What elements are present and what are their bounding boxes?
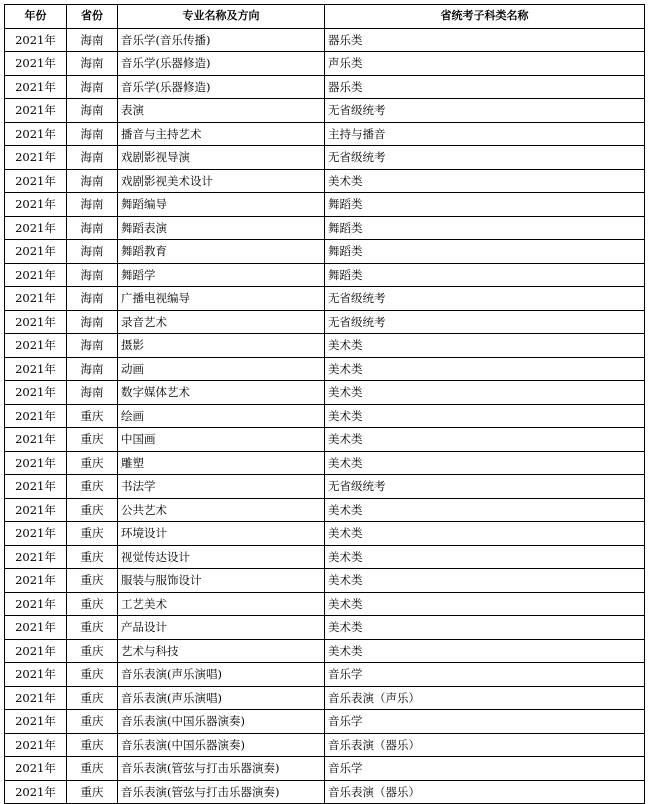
table-row (5, 522, 645, 546)
cell-major: 戏剧影视导演 (118, 146, 325, 170)
cell-major: 音乐学(乐器修造) (118, 52, 325, 76)
table-row (5, 52, 645, 76)
cell-province: 重庆 (67, 780, 118, 804)
table-row (5, 545, 645, 569)
cell-exam-category: 器乐类 (325, 28, 645, 52)
cell-year: 2021年 (5, 75, 67, 99)
table-row (5, 357, 645, 381)
cell-major: 音乐表演(声乐演唱) (118, 686, 325, 710)
table-header (5, 5, 645, 29)
cell-province: 海南 (67, 146, 118, 170)
table-row (5, 686, 645, 710)
cell-exam-category: 舞蹈类 (325, 193, 645, 217)
table-row (5, 451, 645, 475)
cell-year: 2021年 (5, 28, 67, 52)
cell-year: 2021年 (5, 404, 67, 428)
cell-year: 2021年 (5, 451, 67, 475)
cell-exam-category: 美术类 (325, 381, 645, 405)
cell-province: 重庆 (67, 663, 118, 687)
cell-year: 2021年 (5, 357, 67, 381)
cell-province: 重庆 (67, 545, 118, 569)
table-row (5, 263, 645, 287)
cell-major: 音乐学(音乐传播) (118, 28, 325, 52)
table-row (5, 287, 645, 311)
cell-year: 2021年 (5, 780, 67, 804)
table-row (5, 28, 645, 52)
cell-exam-category: 无省级统考 (325, 99, 645, 123)
cell-major: 公共艺术 (118, 498, 325, 522)
cell-year: 2021年 (5, 263, 67, 287)
cell-major: 广播电视编导 (118, 287, 325, 311)
cell-province: 海南 (67, 310, 118, 334)
cell-year: 2021年 (5, 52, 67, 76)
header-year: 年份 (5, 5, 67, 29)
cell-exam-category: 美术类 (325, 569, 645, 593)
cell-year: 2021年 (5, 545, 67, 569)
table-row (5, 216, 645, 240)
cell-province: 重庆 (67, 733, 118, 757)
cell-exam-category: 舞蹈类 (325, 216, 645, 240)
cell-province: 海南 (67, 99, 118, 123)
cell-year: 2021年 (5, 569, 67, 593)
cell-year: 2021年 (5, 733, 67, 757)
cell-major: 摄影 (118, 334, 325, 358)
header-major: 专业名称及方向 (118, 5, 325, 29)
cell-exam-category: 美术类 (325, 616, 645, 640)
table-row (5, 240, 645, 264)
cell-major: 工艺美术 (118, 592, 325, 616)
header-row (5, 5, 645, 29)
table-row (5, 592, 645, 616)
cell-exam-category: 无省级统考 (325, 146, 645, 170)
cell-exam-category: 美术类 (325, 428, 645, 452)
cell-exam-category: 舞蹈类 (325, 263, 645, 287)
cell-exam-category: 美术类 (325, 334, 645, 358)
header-province: 省份 (67, 5, 118, 29)
table-row (5, 75, 645, 99)
cell-major: 动画 (118, 357, 325, 381)
cell-province: 重庆 (67, 639, 118, 663)
cell-exam-category: 音乐表演（器乐） (325, 780, 645, 804)
cell-major: 艺术与科技 (118, 639, 325, 663)
cell-exam-category: 无省级统考 (325, 475, 645, 499)
cell-major: 书法学 (118, 475, 325, 499)
cell-province: 海南 (67, 381, 118, 405)
cell-province: 重庆 (67, 616, 118, 640)
cell-major: 舞蹈表演 (118, 216, 325, 240)
cell-province: 重庆 (67, 475, 118, 499)
cell-province: 海南 (67, 240, 118, 264)
cell-province: 重庆 (67, 451, 118, 475)
cell-year: 2021年 (5, 381, 67, 405)
table-row (5, 428, 645, 452)
cell-exam-category: 美术类 (325, 639, 645, 663)
cell-province: 重庆 (67, 522, 118, 546)
cell-major: 表演 (118, 99, 325, 123)
cell-province: 重庆 (67, 686, 118, 710)
table-row (5, 616, 645, 640)
cell-exam-category: 无省级统考 (325, 310, 645, 334)
cell-province: 重庆 (67, 592, 118, 616)
cell-exam-category: 美术类 (325, 404, 645, 428)
table-row (5, 639, 645, 663)
cell-major: 音乐表演(声乐演唱) (118, 663, 325, 687)
cell-exam-category: 美术类 (325, 592, 645, 616)
admissions-table (4, 4, 645, 804)
cell-exam-category: 美术类 (325, 169, 645, 193)
cell-province: 海南 (67, 193, 118, 217)
table-row (5, 569, 645, 593)
cell-year: 2021年 (5, 592, 67, 616)
table-row (5, 663, 645, 687)
cell-major: 戏剧影视美术设计 (118, 169, 325, 193)
table-row (5, 780, 645, 804)
cell-province: 重庆 (67, 498, 118, 522)
cell-major: 绘画 (118, 404, 325, 428)
cell-exam-category: 音乐表演（声乐） (325, 686, 645, 710)
cell-year: 2021年 (5, 639, 67, 663)
cell-major: 产品设计 (118, 616, 325, 640)
cell-province: 海南 (67, 263, 118, 287)
cell-year: 2021年 (5, 169, 67, 193)
cell-year: 2021年 (5, 428, 67, 452)
table-row (5, 733, 645, 757)
table-row (5, 193, 645, 217)
table-row (5, 404, 645, 428)
cell-major: 舞蹈学 (118, 263, 325, 287)
cell-province: 重庆 (67, 569, 118, 593)
cell-major: 音乐表演(中国乐器演奏) (118, 733, 325, 757)
cell-exam-category: 音乐学 (325, 663, 645, 687)
cell-major: 舞蹈编导 (118, 193, 325, 217)
cell-year: 2021年 (5, 334, 67, 358)
cell-major: 数字媒体艺术 (118, 381, 325, 405)
table-row (5, 169, 645, 193)
cell-exam-category: 音乐学 (325, 710, 645, 734)
cell-province: 海南 (67, 52, 118, 76)
cell-major: 服装与服饰设计 (118, 569, 325, 593)
cell-province: 海南 (67, 122, 118, 146)
cell-year: 2021年 (5, 663, 67, 687)
cell-year: 2021年 (5, 710, 67, 734)
cell-province: 海南 (67, 75, 118, 99)
cell-exam-category: 音乐表演（器乐） (325, 733, 645, 757)
cell-exam-category: 美术类 (325, 498, 645, 522)
cell-year: 2021年 (5, 616, 67, 640)
cell-year: 2021年 (5, 522, 67, 546)
cell-year: 2021年 (5, 287, 67, 311)
cell-year: 2021年 (5, 240, 67, 264)
cell-exam-category: 音乐学 (325, 757, 645, 781)
header-exam-category: 省统考子科类名称 (325, 5, 645, 29)
cell-province: 海南 (67, 216, 118, 240)
cell-year: 2021年 (5, 216, 67, 240)
cell-year: 2021年 (5, 757, 67, 781)
cell-year: 2021年 (5, 146, 67, 170)
cell-exam-category: 舞蹈类 (325, 240, 645, 264)
table-row (5, 146, 645, 170)
cell-province: 重庆 (67, 757, 118, 781)
table-row (5, 334, 645, 358)
cell-major: 录音艺术 (118, 310, 325, 334)
table-row (5, 475, 645, 499)
table-row (5, 710, 645, 734)
cell-exam-category: 美术类 (325, 545, 645, 569)
cell-year: 2021年 (5, 122, 67, 146)
cell-province: 重庆 (67, 428, 118, 452)
cell-exam-category: 声乐类 (325, 52, 645, 76)
cell-exam-category: 美术类 (325, 522, 645, 546)
table-row (5, 310, 645, 334)
table-row (5, 498, 645, 522)
cell-major: 播音与主持艺术 (118, 122, 325, 146)
cell-exam-category: 主持与播音 (325, 122, 645, 146)
table-body (5, 28, 645, 804)
cell-province: 海南 (67, 169, 118, 193)
table-row (5, 381, 645, 405)
cell-major: 音乐学(乐器修造) (118, 75, 325, 99)
cell-province: 海南 (67, 287, 118, 311)
table-row (5, 122, 645, 146)
cell-year: 2021年 (5, 193, 67, 217)
cell-province: 重庆 (67, 404, 118, 428)
cell-exam-category: 器乐类 (325, 75, 645, 99)
table-row (5, 757, 645, 781)
cell-major: 音乐表演(中国乐器演奏) (118, 710, 325, 734)
cell-year: 2021年 (5, 99, 67, 123)
table-row (5, 99, 645, 123)
cell-province: 海南 (67, 28, 118, 52)
cell-province: 海南 (67, 334, 118, 358)
cell-province: 海南 (67, 357, 118, 381)
cell-year: 2021年 (5, 686, 67, 710)
cell-major: 音乐表演(管弦与打击乐器演奏) (118, 780, 325, 804)
cell-exam-category: 美术类 (325, 357, 645, 381)
cell-major: 视觉传达设计 (118, 545, 325, 569)
cell-major: 雕塑 (118, 451, 325, 475)
cell-year: 2021年 (5, 498, 67, 522)
cell-year: 2021年 (5, 475, 67, 499)
cell-major: 中国画 (118, 428, 325, 452)
cell-exam-category: 无省级统考 (325, 287, 645, 311)
cell-major: 环境设计 (118, 522, 325, 546)
cell-major: 音乐表演(管弦与打击乐器演奏) (118, 757, 325, 781)
cell-province: 重庆 (67, 710, 118, 734)
cell-major: 舞蹈教育 (118, 240, 325, 264)
cell-year: 2021年 (5, 310, 67, 334)
cell-exam-category: 美术类 (325, 451, 645, 475)
